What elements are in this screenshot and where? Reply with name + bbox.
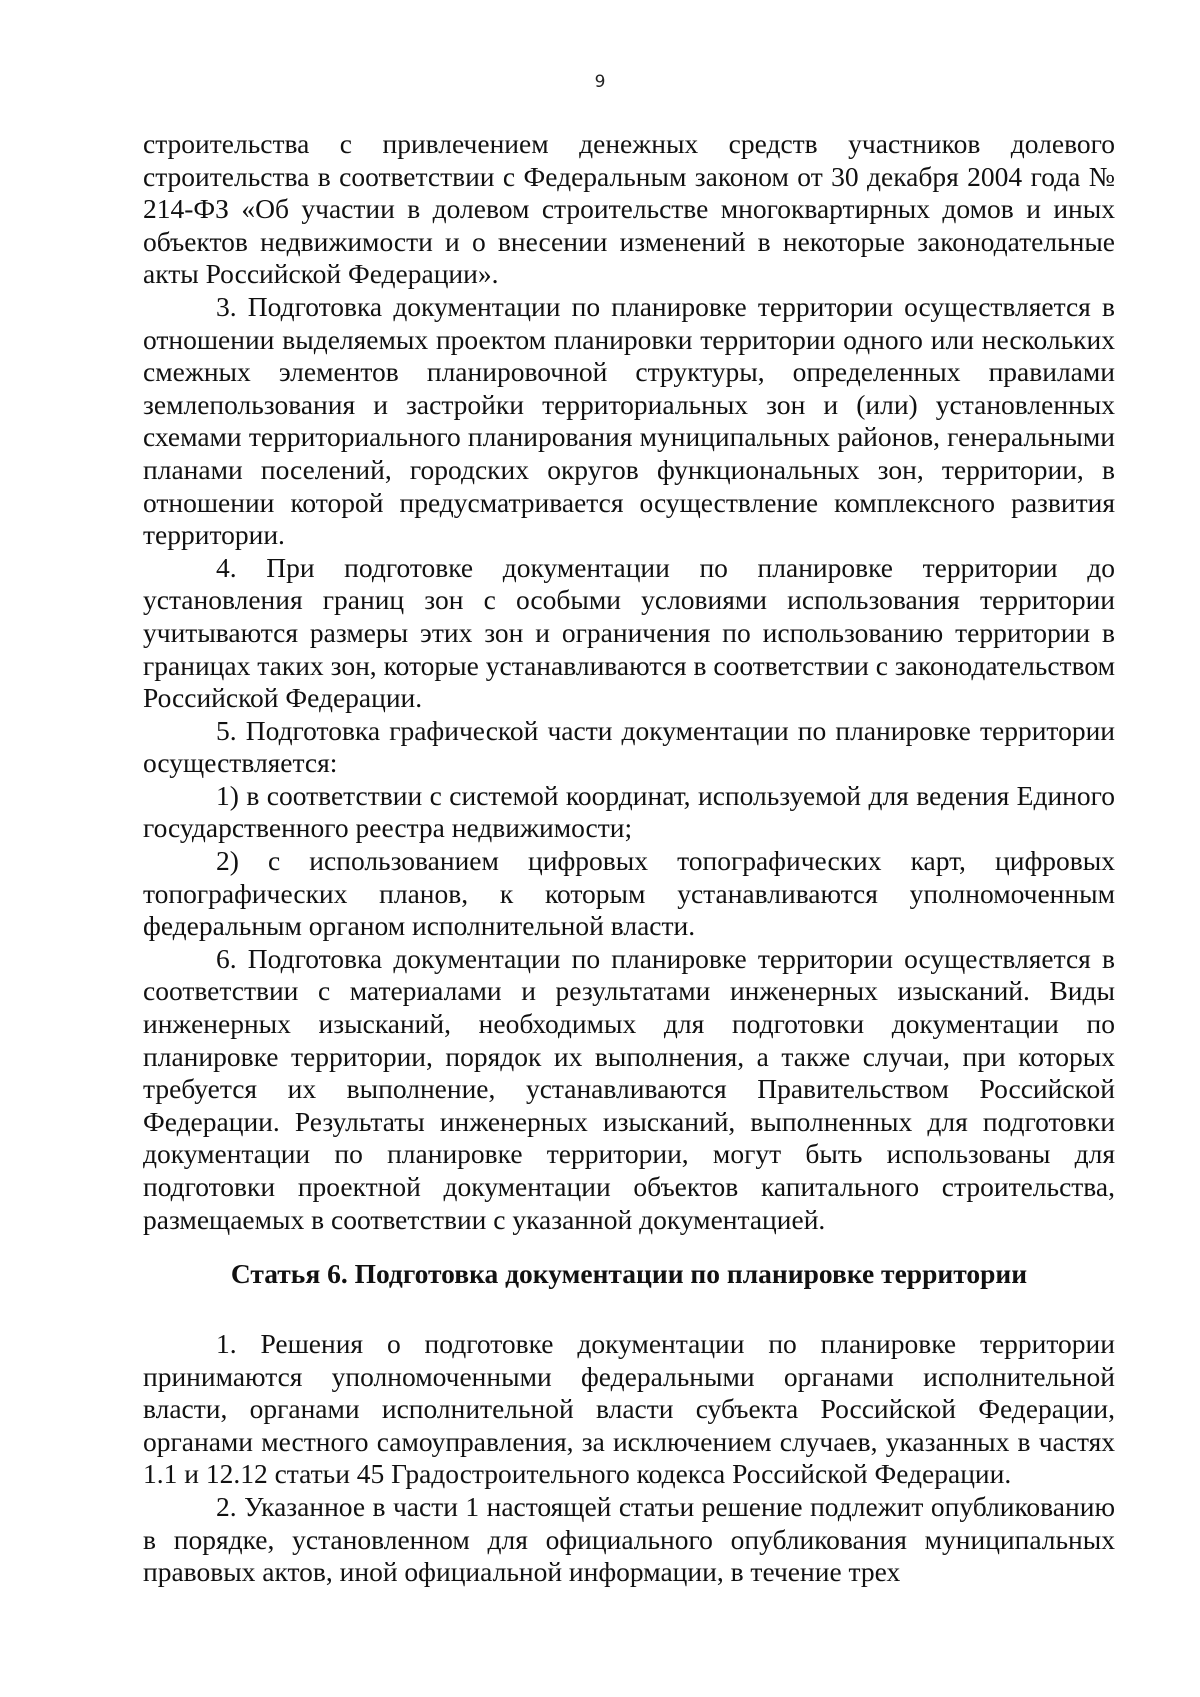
paragraph-subitem-2: 2) с использованием цифровых топографических карт, цифровых топографических планов, к которым устанавливаются уполномоченным федеральным органом исполнительной власти. bbox=[143, 845, 1115, 942]
paragraph-item-5: 5. Подготовка графической части документации по планировке территории осуществляется: bbox=[143, 714, 1115, 779]
paragraph-item-4: 4. При подготовке документации по планировке территории до установления границ зон с особыми условиями использования территории учитываются размеры этих зон и ограничения по использованию территории в границах таких зон, которые устанавливаются в соответствии с законодательством Российской Федерации. bbox=[143, 551, 1115, 714]
paragraph-subitem-1: 1) в соответствии с системой координат, используемой для ведения Единого государственного реестра недвижимости; bbox=[143, 779, 1115, 844]
paragraph-continuation: строительства с привлечением денежных средств участников долевого строительства в соответствии с Федеральным законом от 30 декабря 2004 года № 214-ФЗ «Об участии в долевом строительстве многоквартирных домов и иных объектов недвижимости и о внесении изменений в некоторые законодательные акты Российской Федерации». bbox=[143, 128, 1115, 290]
body-text-continued bbox=[143, 128, 1115, 1236]
article-paragraph-2: 2. Указанное в части 1 настоящей статьи решение подлежит опубликованию в порядке, установленном для официального опубликования муниципальных правовых актов, иной официальной информации, в течение трех bbox=[143, 1490, 1115, 1588]
page-number: 9 bbox=[594, 72, 606, 92]
article-paragraph-1: 1. Решения о подготовке документации по планировке территории принимаются уполномоченными федеральными органами исполнительной власти, органами исполнительной власти субъекта Российской Федерации, органами местного самоуправления, за исключением случаев, указанных в частях 1.1 и 12.12 статьи 45 Градостроительного кодекса Российской Федерации. bbox=[143, 1328, 1115, 1490]
article-body bbox=[143, 1328, 1115, 1589]
paragraph-item-3: 3. Подготовка документации по планировке территории осуществляется в отношении выделяемых проектом планировки территории одного или нескольких смежных элементов планировочной структуры, определенных правилами землепользования и застройки территориальных зон и (или) установленных схемами территориального планирования муниципальных районов, генеральными планами поселений, городских округов функциональных зон, территории, в отношении которой предусматривается осуществление комплексного развития территории. bbox=[143, 290, 1115, 551]
paragraph-item-6: 6. Подготовка документации по планировке территории осуществляется в соответствии с материалами и результатами инженерных изысканий. Виды инженерных изысканий, необходимых для подготовки документации по планировке территории, порядок их выполнения, а также случаи, при которых требуется их выполнение, устанавливаются Правительством Российской Федерации. Результаты инженерных изысканий, выполненных для подготовки документации по планировке территории, могут быть использованы для подготовки проектной документации объектов капитального строительства, размещаемых в соответствии с указанной документацией. bbox=[143, 942, 1115, 1235]
article-heading: Статья 6. Подготовка документации по планировке территории bbox=[230, 1258, 1028, 1289]
